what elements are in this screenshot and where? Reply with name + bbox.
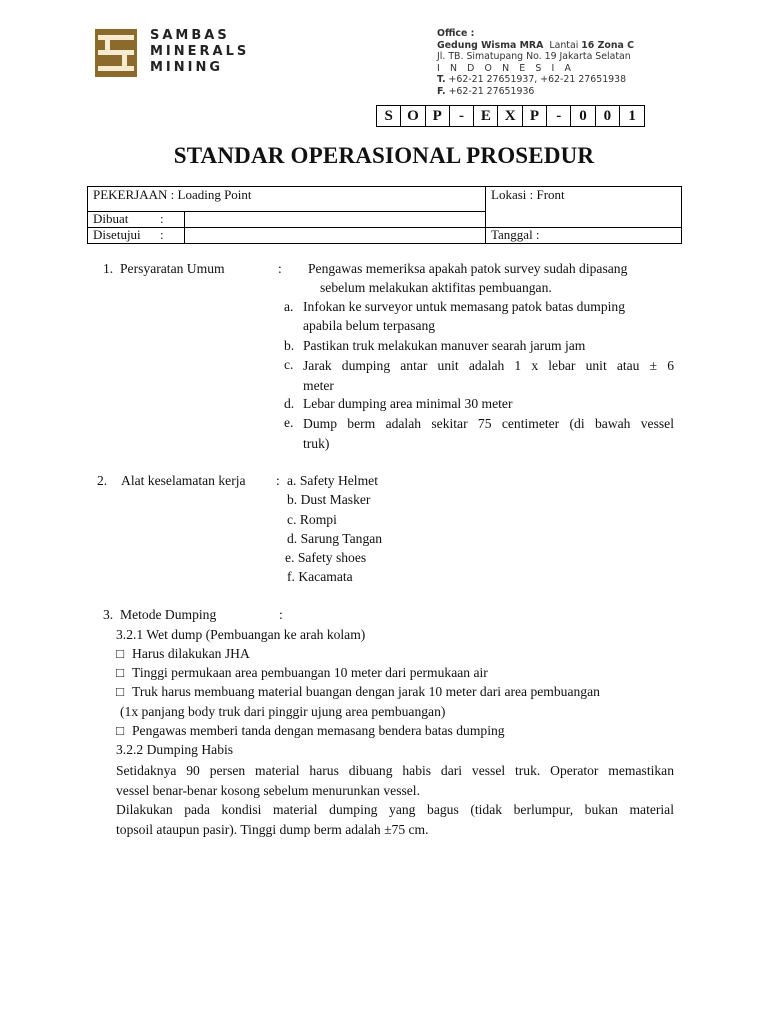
info-table bbox=[87, 186, 682, 244]
code-char: 0 bbox=[596, 106, 620, 126]
phone-label: T. bbox=[437, 74, 446, 85]
code-char: P bbox=[523, 106, 547, 126]
list-item bbox=[303, 414, 674, 453]
list-marker: c. bbox=[284, 357, 294, 372]
paragraph bbox=[116, 761, 674, 800]
checkbox-icon: □ bbox=[116, 646, 125, 661]
list-item: Lebar dumping area minimal 30 meter bbox=[303, 396, 513, 411]
section2-colon: : bbox=[276, 473, 280, 488]
list-marker: e. bbox=[284, 415, 294, 430]
code-char: 1 bbox=[628, 107, 636, 124]
safety-item: d. Sarung Tangan bbox=[287, 531, 383, 546]
list-item-line: meter bbox=[303, 377, 334, 393]
code-char: - bbox=[547, 106, 571, 126]
section3-colon: : bbox=[279, 607, 283, 622]
safety-item: a. Safety Helmet bbox=[287, 473, 378, 488]
bullet-item: Pengawas memberi tanda dengan memasang bendera batas dumping bbox=[132, 723, 505, 738]
office-phone: +62-21 27651937, +62-21 27651938 bbox=[448, 74, 627, 85]
paragraph-line: Dilakukan pada kondisi material dumping yang bagus (tidak berlumpur, bukan material bbox=[116, 802, 674, 817]
company-logo-icon bbox=[95, 29, 137, 77]
paragraph-line: vessel benar-benar kosong sebelum menurunkan vessel. bbox=[116, 782, 420, 798]
table-divider bbox=[485, 187, 486, 243]
safety-item: f. Kacamata bbox=[287, 569, 353, 584]
office-fax: +62-21 27651936 bbox=[448, 85, 535, 97]
pekerjaan-field: PEKERJAAN : Loading Point bbox=[93, 187, 252, 202]
section1-heading: Persyaratan Umum bbox=[120, 261, 225, 276]
document-code bbox=[376, 105, 645, 127]
paragraph-line: Setidaknya 90 persen material harus dibuang habis dari vessel truk. Operator memastikan bbox=[116, 763, 674, 778]
list-marker: b. bbox=[284, 338, 295, 353]
paragraph-line: topsoil ataupun pasir). Tinggi dump berm adalah ±75 cm. bbox=[116, 821, 429, 837]
section3-number: 3. bbox=[103, 607, 114, 622]
list-marker: a. bbox=[284, 299, 294, 314]
checkbox-icon: □ bbox=[116, 684, 125, 699]
safety-item: c. Rompi bbox=[287, 512, 337, 527]
section1-intro: Pengawas memeriksa apakah patok survey sudah dipasang bbox=[308, 261, 628, 276]
list-item: Pastikan truk melakukan manuver searah jarum jam bbox=[303, 338, 586, 353]
lokasi-field: Lokasi : Front bbox=[491, 187, 565, 202]
bullet-item: Harus dilakukan JHA bbox=[132, 646, 250, 661]
company-name-line: MINERALS bbox=[150, 44, 250, 59]
section2-heading: Alat keselamatan kerja bbox=[121, 473, 246, 488]
dibuat-colon: : bbox=[160, 211, 164, 226]
code-char: P bbox=[426, 106, 450, 126]
table-divider bbox=[88, 227, 681, 228]
office-street: Jl. TB. Simatupang No. 19 Jakarta Selatan bbox=[437, 51, 631, 62]
office-address bbox=[437, 28, 673, 97]
bullet-item: Tinggi permukaan area pembuangan 10 meter dari permukaan air bbox=[132, 665, 488, 680]
company-name-line: MINING bbox=[150, 60, 224, 75]
checkbox-icon: □ bbox=[116, 665, 125, 680]
disetujui-colon: : bbox=[160, 227, 164, 242]
section1-colon: : bbox=[278, 261, 282, 276]
subsection-title: 3.2.2 Dumping Habis bbox=[116, 742, 234, 757]
checkbox-icon: □ bbox=[116, 723, 125, 738]
disetujui-label: Disetujui bbox=[93, 227, 141, 242]
office-label: Office : bbox=[437, 28, 475, 39]
list-item-line: Jarak dumping antar unit adalah 1 x lebar unit atau ± 6 bbox=[303, 358, 674, 373]
office-country: I N D O N E S I A bbox=[437, 62, 575, 74]
office-floor: Lantai bbox=[549, 39, 579, 51]
table-divider bbox=[88, 211, 485, 212]
list-item: Infokan ke surveyor untuk memasang patok batas dumping bbox=[303, 299, 626, 314]
document-title: STANDAR OPERASIONAL PROSEDUR bbox=[173, 143, 595, 168]
code-char: - bbox=[450, 106, 474, 126]
section1-number: 1. bbox=[103, 261, 114, 276]
list-item-line: truk) bbox=[303, 435, 330, 451]
office-floor-number: 16 Zona C bbox=[581, 39, 634, 51]
list-item: apabila belum terpasang bbox=[303, 318, 436, 333]
safety-item: e. Safety shoes bbox=[285, 550, 367, 565]
code-char: E bbox=[474, 106, 498, 126]
company-name bbox=[150, 28, 249, 76]
section1-intro: sebelum melakukan aktifitas pembuangan. bbox=[320, 280, 552, 295]
list-item bbox=[303, 356, 674, 395]
code-char: 0 bbox=[571, 106, 595, 126]
section2-number: 2. bbox=[97, 473, 108, 488]
code-char: X bbox=[498, 106, 522, 126]
code-char: O bbox=[401, 106, 425, 126]
list-marker: d. bbox=[284, 396, 295, 411]
code-char: S bbox=[377, 106, 401, 126]
list-item-line: Dump berm adalah sekitar 75 centimeter (di bawah vessel bbox=[303, 416, 674, 431]
section3-heading: Metode Dumping bbox=[120, 607, 217, 622]
safety-item: b. Dust Masker bbox=[287, 492, 371, 507]
subsection-title: 3.2.1 Wet dump (Pembuangan ke arah kolam) bbox=[116, 627, 366, 642]
bullet-item: (1x panjang body truk dari pinggir ujung area pembuangan) bbox=[120, 704, 446, 719]
dibuat-label: Dibuat bbox=[93, 211, 129, 226]
office-building: Gedung Wisma MRA bbox=[437, 39, 544, 51]
tanggal-field: Tanggal : bbox=[491, 227, 540, 242]
fax-label: F. bbox=[437, 85, 446, 97]
paragraph bbox=[116, 800, 674, 839]
bullet-item: Truk harus membuang material buangan dengan jarak 10 meter dari area pembuangan bbox=[132, 684, 600, 699]
company-name-line: SAMBAS bbox=[150, 28, 230, 43]
